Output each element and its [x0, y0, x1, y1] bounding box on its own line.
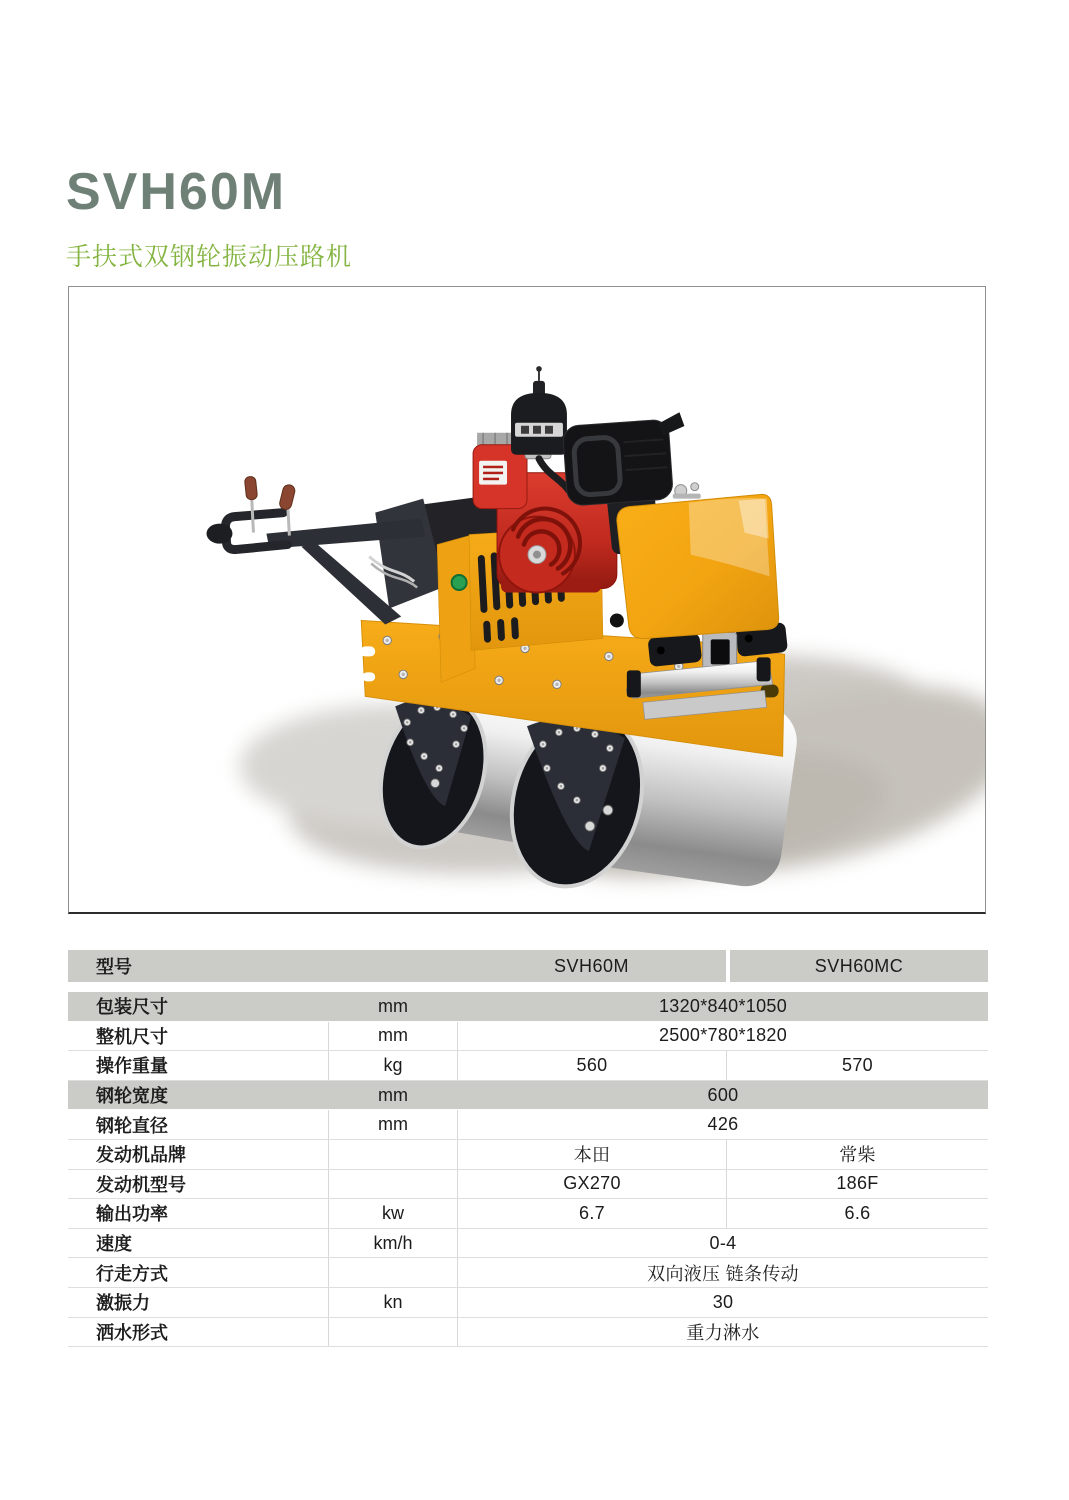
spec-unit: mm	[378, 1084, 408, 1105]
spec-value: 1320*840*1050	[658, 995, 788, 1016]
table-row	[68, 1140, 988, 1170]
spec-value-model2: 6.6	[726, 1199, 988, 1228]
spec-label: 行走方式	[96, 1263, 168, 1284]
spec-value-model1: 560	[457, 1051, 726, 1080]
spec-value-model1: 本田	[457, 1140, 726, 1169]
spec-unit: mm	[328, 1022, 457, 1051]
spec-label: 操作重量	[96, 1056, 168, 1077]
spec-value: 0-4	[457, 1229, 988, 1258]
spec-label: 发动机型号	[96, 1174, 186, 1195]
table-row	[68, 1081, 988, 1111]
spec-label: 整机尺寸	[96, 1026, 168, 1047]
table-row	[68, 1051, 988, 1081]
spec-unit	[328, 1258, 457, 1287]
green-start-button	[452, 575, 467, 590]
table-row	[68, 1110, 988, 1140]
header-model-label: 型号	[96, 957, 132, 977]
table-row	[68, 1199, 988, 1229]
spec-unit: km/h	[328, 1229, 457, 1258]
spec-label: 发动机品牌	[96, 1145, 186, 1166]
spec-label: 钢轮宽度	[96, 1086, 168, 1107]
spec-table-body	[68, 992, 988, 1347]
spec-value-model2: 常柴	[726, 1140, 988, 1169]
spec-unit: mm	[378, 995, 408, 1016]
table-row	[68, 992, 988, 1022]
spec-value-model2: 570	[726, 1051, 988, 1080]
spec-unit: mm	[328, 1110, 457, 1139]
spec-value: 双向液压 链条传动	[457, 1258, 988, 1287]
spec-unit	[328, 1170, 457, 1199]
handle-grip	[207, 524, 233, 544]
spec-unit: kg	[328, 1051, 457, 1080]
air-cleaner	[511, 366, 567, 455]
spec-label: 包装尺寸	[96, 997, 168, 1018]
spec-value: 重力淋水	[457, 1318, 988, 1347]
table-row	[68, 1229, 988, 1259]
air-filter-box	[562, 412, 689, 506]
spec-table	[68, 950, 988, 1348]
spec-value: 600	[707, 1084, 739, 1105]
table-row	[68, 1022, 988, 1052]
spec-label: 激振力	[96, 1293, 150, 1314]
spec-value-model2: 186F	[726, 1170, 988, 1199]
spec-value: 30	[457, 1288, 988, 1317]
spec-unit	[328, 1140, 457, 1169]
table-row	[68, 1318, 988, 1348]
table-row	[68, 1170, 988, 1200]
product-image-frame	[68, 286, 986, 914]
spec-table-header	[68, 950, 988, 982]
product-image-roller	[69, 287, 985, 912]
spec-value: 426	[457, 1110, 988, 1139]
spec-unit: kw	[328, 1199, 457, 1228]
table-row	[68, 1288, 988, 1318]
tank-top-fitting	[673, 483, 701, 499]
spec-label: 洒水形式	[96, 1322, 168, 1343]
spec-label: 输出功率	[96, 1204, 168, 1225]
spec-value-model1: 6.7	[457, 1199, 726, 1228]
table-row	[68, 1258, 988, 1288]
spec-label: 速度	[96, 1234, 132, 1255]
spec-value: 2500*780*1820	[457, 1022, 988, 1051]
spec-unit	[328, 1318, 457, 1347]
header-model-2: SVH60MC	[730, 950, 988, 982]
spec-value-model1: GX270	[457, 1170, 726, 1199]
page-title: SVH60M	[66, 163, 287, 221]
control-lever-left	[244, 476, 257, 532]
spec-unit: kn	[328, 1288, 457, 1317]
water-tank	[617, 483, 779, 639]
oil-cap	[610, 613, 624, 627]
spec-label: 钢轮直径	[96, 1115, 168, 1136]
header-model-1: SVH60M	[553, 955, 630, 976]
page-subtitle: 手扶式双钢轮振动压路机	[66, 243, 353, 271]
